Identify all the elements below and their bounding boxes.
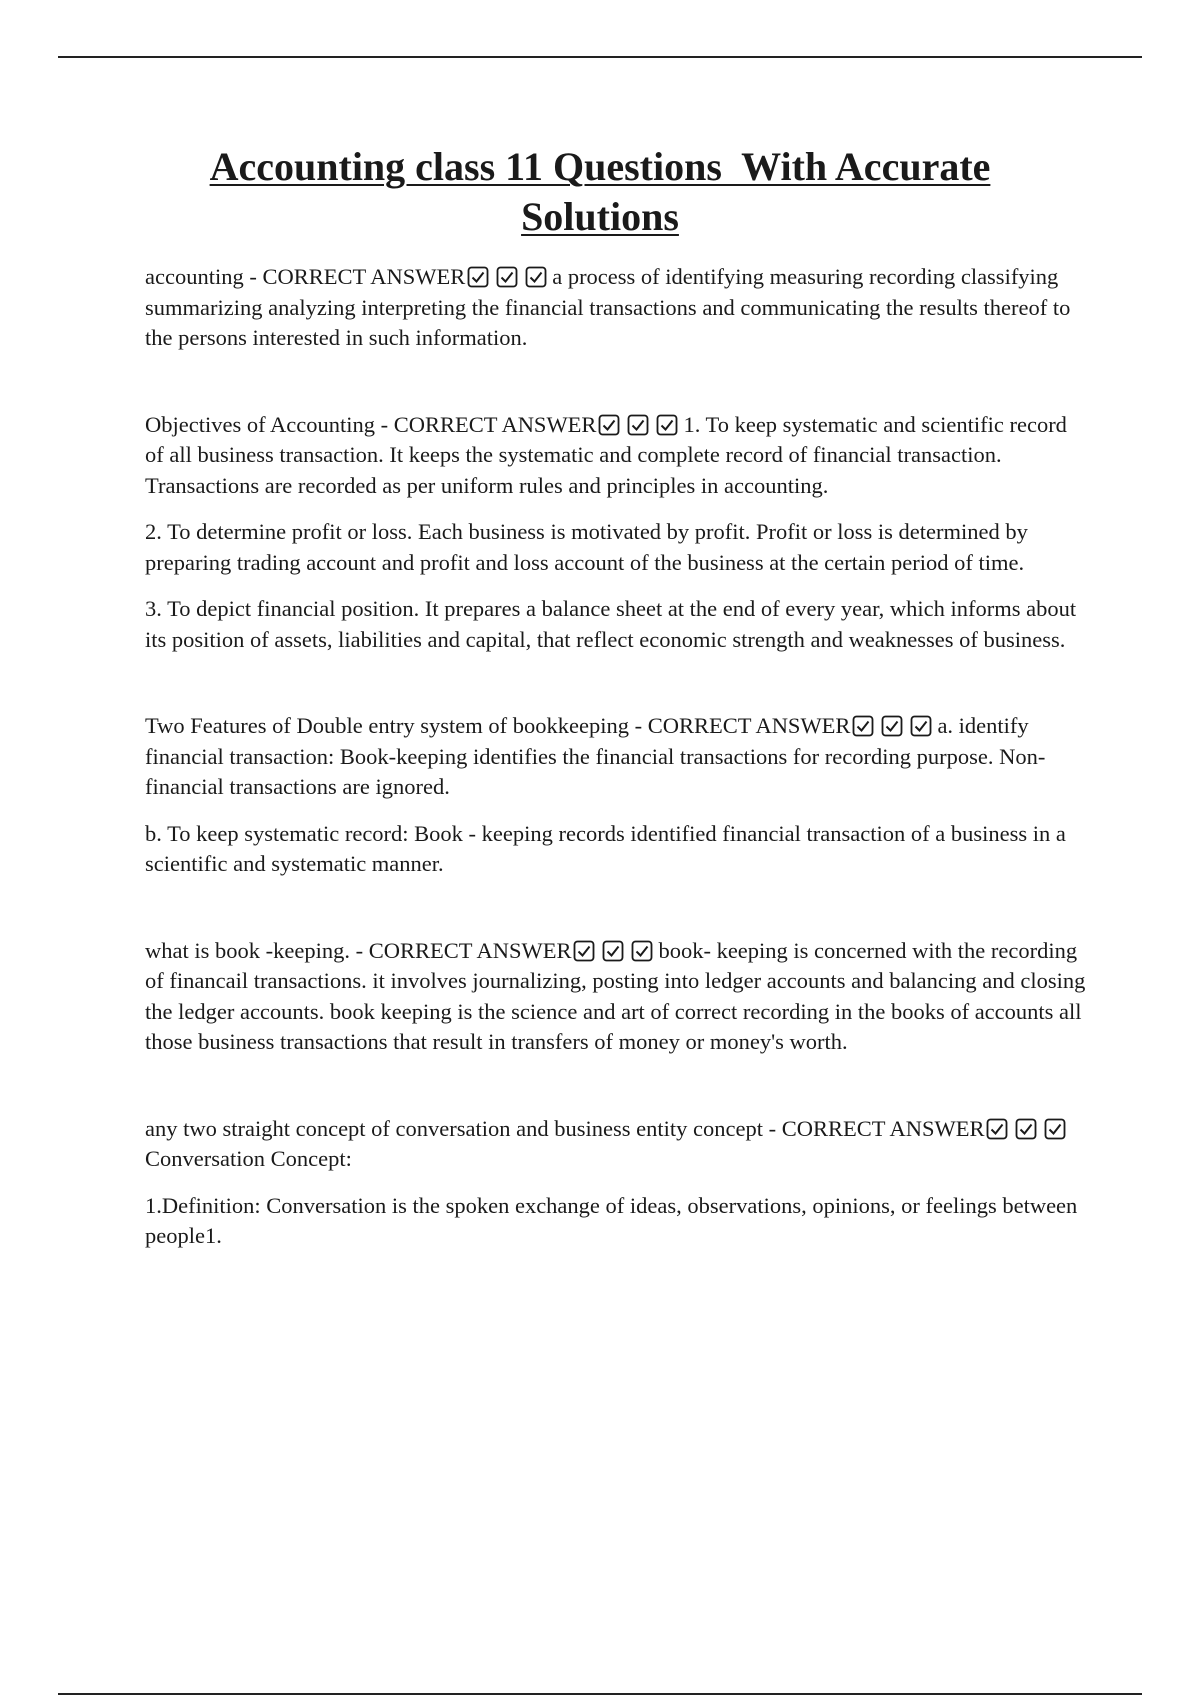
question-text: any two straight concept of conversation and business entity concept (145, 1115, 763, 1141)
qa-first-paragraph (145, 1114, 1090, 1175)
top-rule (58, 56, 1142, 58)
answer-paragraph: 1.Definition: Conversation is the spoken exchange of ideas, observations, opinions, or feelings between people1. (145, 1192, 1078, 1248)
answer-paragraph: b. To keep systematic record: Book - keeping records identified financial transaction of a business in a scientific and systematic manner. (145, 820, 1066, 876)
answer-marker: - CORRECT ANSWER (634, 713, 851, 738)
answer-text: book- keeping is concerned with the recording of financail transactions. it involves journalizing, posting into ledger accounts and balancing and closing the ledger accounts. book keeping is the science and art of correct recording in the books of accounts all those business transactions that result in transfers of money or money's worth. (145, 937, 1086, 1054)
answer-text: a process of identifying measuring recording classifying summarizing analyzing interpreting the financial transactions and communicating the results thereof to the persons interested in such information. (145, 264, 1071, 350)
checkbox-check-icon (852, 715, 874, 737)
qa-entry (145, 1114, 1090, 1252)
answer-text: 1. To keep systematic and scientific record of all business transaction. It keeps the systematic and complete record of financial transaction. Transactions are recorded as per uniform rules and principles in accounting. (145, 411, 1067, 498)
checkbox-check-icon (627, 414, 649, 436)
checkbox-check-icon (573, 940, 595, 962)
checkbox-check-icon (986, 1118, 1008, 1140)
qa-entry (145, 711, 1090, 880)
question-text: Objectives of Accounting (145, 411, 375, 437)
checkbox-check-icon (631, 940, 653, 962)
answer-marker: - CORRECT ANSWER (380, 411, 597, 437)
qa-list (145, 262, 1090, 1268)
qa-first-paragraph (145, 410, 1090, 502)
checkbox-check-icon (496, 266, 518, 288)
answer-paragraph: 2. To determine profit or loss. Each business is motivated by profit. Profit or loss is determined by preparing trading account and profit and loss account of the business at the certain period of time. (145, 519, 1028, 575)
answer-text: Conversation Concept: (145, 1146, 352, 1171)
checkbox-check-icon (1015, 1118, 1037, 1140)
checkbox-check-icon (525, 266, 547, 288)
qa-first-paragraph (145, 711, 1090, 803)
checkbox-check-icon (881, 715, 903, 737)
document-title (100, 142, 1100, 242)
question-text: Two Features of Double entry system of bookkeeping (145, 713, 629, 738)
question-text: accounting (145, 264, 244, 289)
answer-text: a. identify financial transaction: Book-keeping identifies the financial transactions for recording purpose. Non- financial transactions are ignored. (145, 713, 1046, 799)
title-line-1: Accounting class 11 Questions With Accurate (209, 144, 991, 189)
title-line-2: Solutions (521, 194, 679, 239)
qa-first-paragraph (145, 936, 1090, 1058)
answer-marker: - CORRECT ANSWER (768, 1115, 985, 1141)
checkbox-check-icon (910, 715, 932, 737)
checkbox-check-icon (602, 940, 624, 962)
qa-entry (145, 262, 1090, 354)
checkbox-check-icon (467, 266, 489, 288)
answer-marker: - CORRECT ANSWER (249, 264, 466, 289)
qa-entry (145, 936, 1090, 1058)
checkbox-check-icon (1044, 1118, 1066, 1140)
question-text: what is book -keeping. (145, 937, 350, 963)
answer-marker: - CORRECT ANSWER (355, 937, 572, 963)
qa-entry (145, 410, 1090, 656)
checkbox-check-icon (598, 414, 620, 436)
bottom-rule (58, 1693, 1142, 1695)
qa-first-paragraph (145, 262, 1090, 354)
checkbox-check-icon (656, 414, 678, 436)
answer-paragraph: 3. To depict financial position. It prepares a balance sheet at the end of every year, which informs about its position of assets, liabilities and capital, that reflect economic strength and weaknesses of business. (145, 596, 1077, 652)
